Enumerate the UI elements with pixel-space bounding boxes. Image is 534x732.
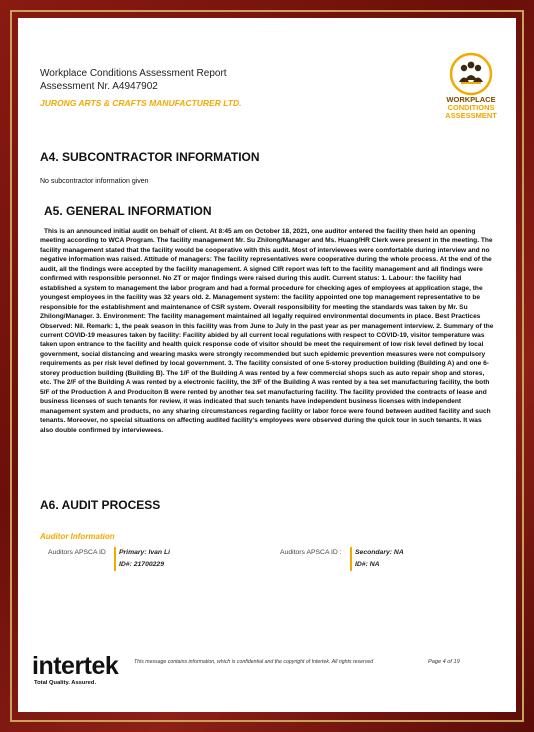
intertek-tagline: Total Quality. Assured. bbox=[34, 680, 97, 686]
secondary-auditor-id: ID#: NA bbox=[355, 561, 380, 568]
people-group-icon bbox=[449, 52, 493, 96]
secondary-auditor: Secondary: NA bbox=[355, 549, 404, 556]
company-name: JURONG ARTS & CRAFTS MANUFACTURER LTD. bbox=[40, 98, 242, 108]
section-a4-heading: A4. SUBCONTRACTOR INFORMATION bbox=[40, 150, 260, 164]
section-a6-heading: A6. AUDIT PROCESS bbox=[40, 498, 161, 512]
primary-auditor-id: ID#: 21700229 bbox=[119, 561, 164, 568]
auditor2-apsca-label: Auditors APSCA ID : bbox=[280, 549, 342, 556]
auditor1-apsca-label: Auditors APSCA ID bbox=[48, 549, 106, 556]
intertek-logo: intertek bbox=[32, 652, 119, 680]
report-title: Workplace Conditions Assessment Report bbox=[40, 68, 227, 79]
logo-line-conditions: CONDITIONS bbox=[447, 103, 495, 112]
confidentiality-notice: This message contains information, which is confidential and the copyright of Intertek. All rights reserved bbox=[134, 659, 374, 665]
auditor1-divider bbox=[114, 547, 116, 571]
wca-logo bbox=[438, 52, 504, 142]
report-page bbox=[18, 18, 516, 712]
auditor-information-label: Auditor Information bbox=[40, 532, 115, 541]
page-number: Page 4 of 19 bbox=[428, 659, 460, 665]
auditor2-divider bbox=[350, 547, 352, 571]
logo-line-assessment: ASSESSMENT bbox=[445, 111, 497, 120]
primary-auditor: Primary: Ivan Li bbox=[119, 549, 170, 556]
section-a5-heading: A5. GENERAL INFORMATION bbox=[44, 204, 212, 218]
assessment-number: Assessment Nr. A4947902 bbox=[40, 81, 158, 92]
logo-line-workplace: WORKPLACE bbox=[446, 95, 496, 104]
general-information-text: This is an announced initial audit on behalf of client. At 8:45 am on October 18, 2021, one auditor entered the facility then held an opening meeting according to WCA Program. The facility management Mr. Su Zhilong/Manager and Ms. Huang/HR Clerk were present in the meeting. The facility management stated that the facility would be cooperative with this audit. Most of interviewees were comfortable during interview and no negative information was raised. Attitude of managers: The facility representatives were cooperative during the whole process. At the end of the audit, all the findings were accepted by the facility management. A signed CIR report was left to the facility management and all findings were confirmed with responsible personnel. No ZT or major findings were raised during this audit. Current status: 1. Labour: the facility had established a system to management the labor program and had a formal procedure for checking ages of employees at application stage, the youngest employees in the facility was 32 years old. 2. Management system: the facility appointed one top management representative to be responsible for the establishment and maintenance of CSR system. Overall responsibility for meeting the standards was taken by Mr. Su Zhilong/Manager. 3. Environment: The facility management maintained all legally required environmental documents in place. Best Practices Observed: Nil. Remark: 1, the peak season in this facility was from June to July in the past year as per management interview. 2. Summary of the current COVID-19 measures taken by facility: Facility abided by all current local regulations with respect to COVID-19, visitor temperature was taken upon entrance to the facility and health quick response code of visitor should be meet the requirement of low risk level defined by local government, social distancing and wearing masks were strongly recommended but such epidemic prevention measures were not compulsory requirements as per risk level defined by local government. 3. The facility consisted of one 5-storey production building (Building A) and one 6-storey production building (Building B). The 1/F of the Building A was rented by a few commercial shops such as auto repair shop and stores, etc. The 2/F of the Building A was rented by a electronic facility, the 3/F of the Building A was rented by a tea set manufacturing facility, the both 5/F of the Production A and Producíton B were rented by another tea set manufacturing facility. The facility provided the contracts of lease and business licenses of such tenants for review, it was indicated that such tenants have independent business licenses with independent management system and products, no any sharing circumstances regarding facility or labor force were found between audited facility and such tenants. Moreover, no special situations on affecting audited facility's employees were observed during the quick tour in such tenants. It was also double confirmed by interviewees. bbox=[40, 228, 494, 434]
subcontractor-info-text: No subcontractor information given bbox=[40, 178, 149, 185]
